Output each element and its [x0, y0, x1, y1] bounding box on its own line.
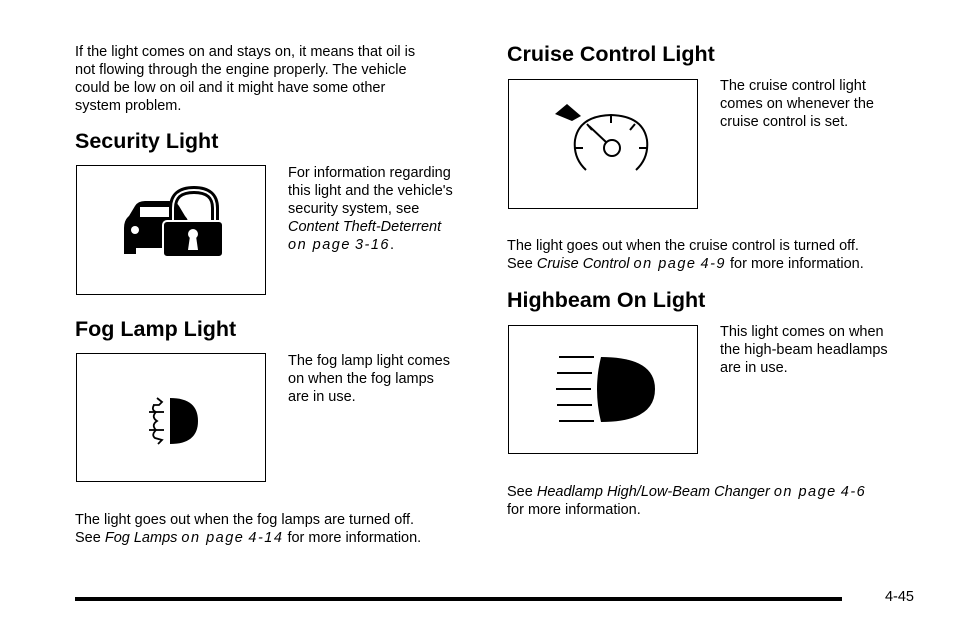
highbeam-see: See	[507, 484, 533, 500]
security-ref-end: .	[389, 237, 395, 253]
cruise-line: The cruise control light	[720, 78, 866, 94]
security-description	[288, 164, 453, 254]
security-ref-page[interactable]: 3-16	[354, 237, 390, 253]
intro-paragraph	[75, 43, 415, 115]
fog-lamp-figure	[76, 353, 266, 482]
highbeam-followup	[507, 483, 866, 519]
highbeam-line: are in use.	[720, 360, 788, 376]
footer-rule	[75, 597, 842, 601]
speedometer-icon	[509, 80, 699, 210]
cruise-control-light-heading: Cruise Control Light	[507, 42, 715, 66]
cruise-after-line: The light goes out when the cruise control is turned off.	[507, 238, 859, 254]
security-light-heading: Security Light	[75, 129, 219, 153]
security-line: security system, see	[288, 201, 420, 217]
highbeam-description	[720, 323, 888, 377]
page-number: 4-45	[884, 589, 914, 605]
fog-lamp-ref-page[interactable]: 4-14	[248, 530, 284, 546]
cruise-ref-title[interactable]: Cruise Control	[536, 256, 630, 272]
cruise-line: cruise control is set.	[720, 114, 849, 130]
security-line: this light and the vehicle's	[288, 183, 453, 199]
security-ref-title[interactable]: Content Theft-Deterrent	[288, 219, 442, 235]
fog-lamp-ref-on-page: on page	[181, 530, 245, 546]
security-ref-on-page: on page	[288, 237, 351, 253]
highbeam-figure	[508, 325, 698, 454]
fog-lamp-see: See	[75, 530, 101, 546]
fog-lamp-line: The fog lamp light comes	[288, 353, 450, 369]
highbeam-light-heading: Highbeam On Light	[507, 288, 706, 312]
highbeam-line: This light comes on when	[720, 324, 884, 340]
cruise-line: comes on whenever the	[720, 96, 874, 112]
fog-lamp-line: on when the fog lamps	[288, 371, 434, 387]
fog-lamp-light-heading: Fog Lamp Light	[75, 317, 237, 341]
fog-lamp-after-line: The light goes out when the fog lamps are turned off.	[75, 512, 415, 528]
highbeam-ref-page[interactable]: 4-6	[840, 484, 867, 500]
fog-lamp-icon	[77, 354, 267, 483]
fog-lamp-description	[288, 352, 450, 406]
high-beam-icon	[509, 326, 699, 455]
intro-line: could be low on oil and it might have some other	[75, 80, 386, 96]
highbeam-ref-on-page: on page	[773, 484, 837, 500]
cruise-ref-end: for more information.	[730, 256, 864, 272]
cruise-ref-on-page: on page	[633, 256, 697, 272]
fog-lamp-ref-end: for more information.	[287, 530, 422, 546]
highbeam-ref-title[interactable]: Headlamp High/Low-Beam Changer	[536, 484, 770, 500]
cruise-control-description	[720, 77, 874, 131]
cruise-control-figure	[508, 79, 698, 209]
intro-line: If the light comes on and stays on, it means that oil is	[75, 44, 416, 60]
intro-line: not flowing through the engine properly. The vehicle	[75, 62, 407, 78]
fog-lamp-ref-title[interactable]: Fog Lamps	[104, 530, 178, 546]
security-light-figure	[76, 165, 266, 295]
fog-lamp-line: are in use.	[288, 389, 356, 405]
cruise-see: See	[507, 256, 533, 272]
highbeam-after-line: for more information.	[507, 502, 641, 518]
fog-lamp-followup	[75, 511, 421, 547]
security-lock-car-icon	[77, 166, 267, 296]
cruise-ref-page[interactable]: 4-9	[700, 256, 726, 272]
security-line: For information regarding	[288, 165, 451, 181]
cruise-control-followup	[507, 237, 864, 273]
highbeam-line: the high-beam headlamps	[720, 342, 888, 358]
intro-line: system problem.	[75, 98, 182, 114]
